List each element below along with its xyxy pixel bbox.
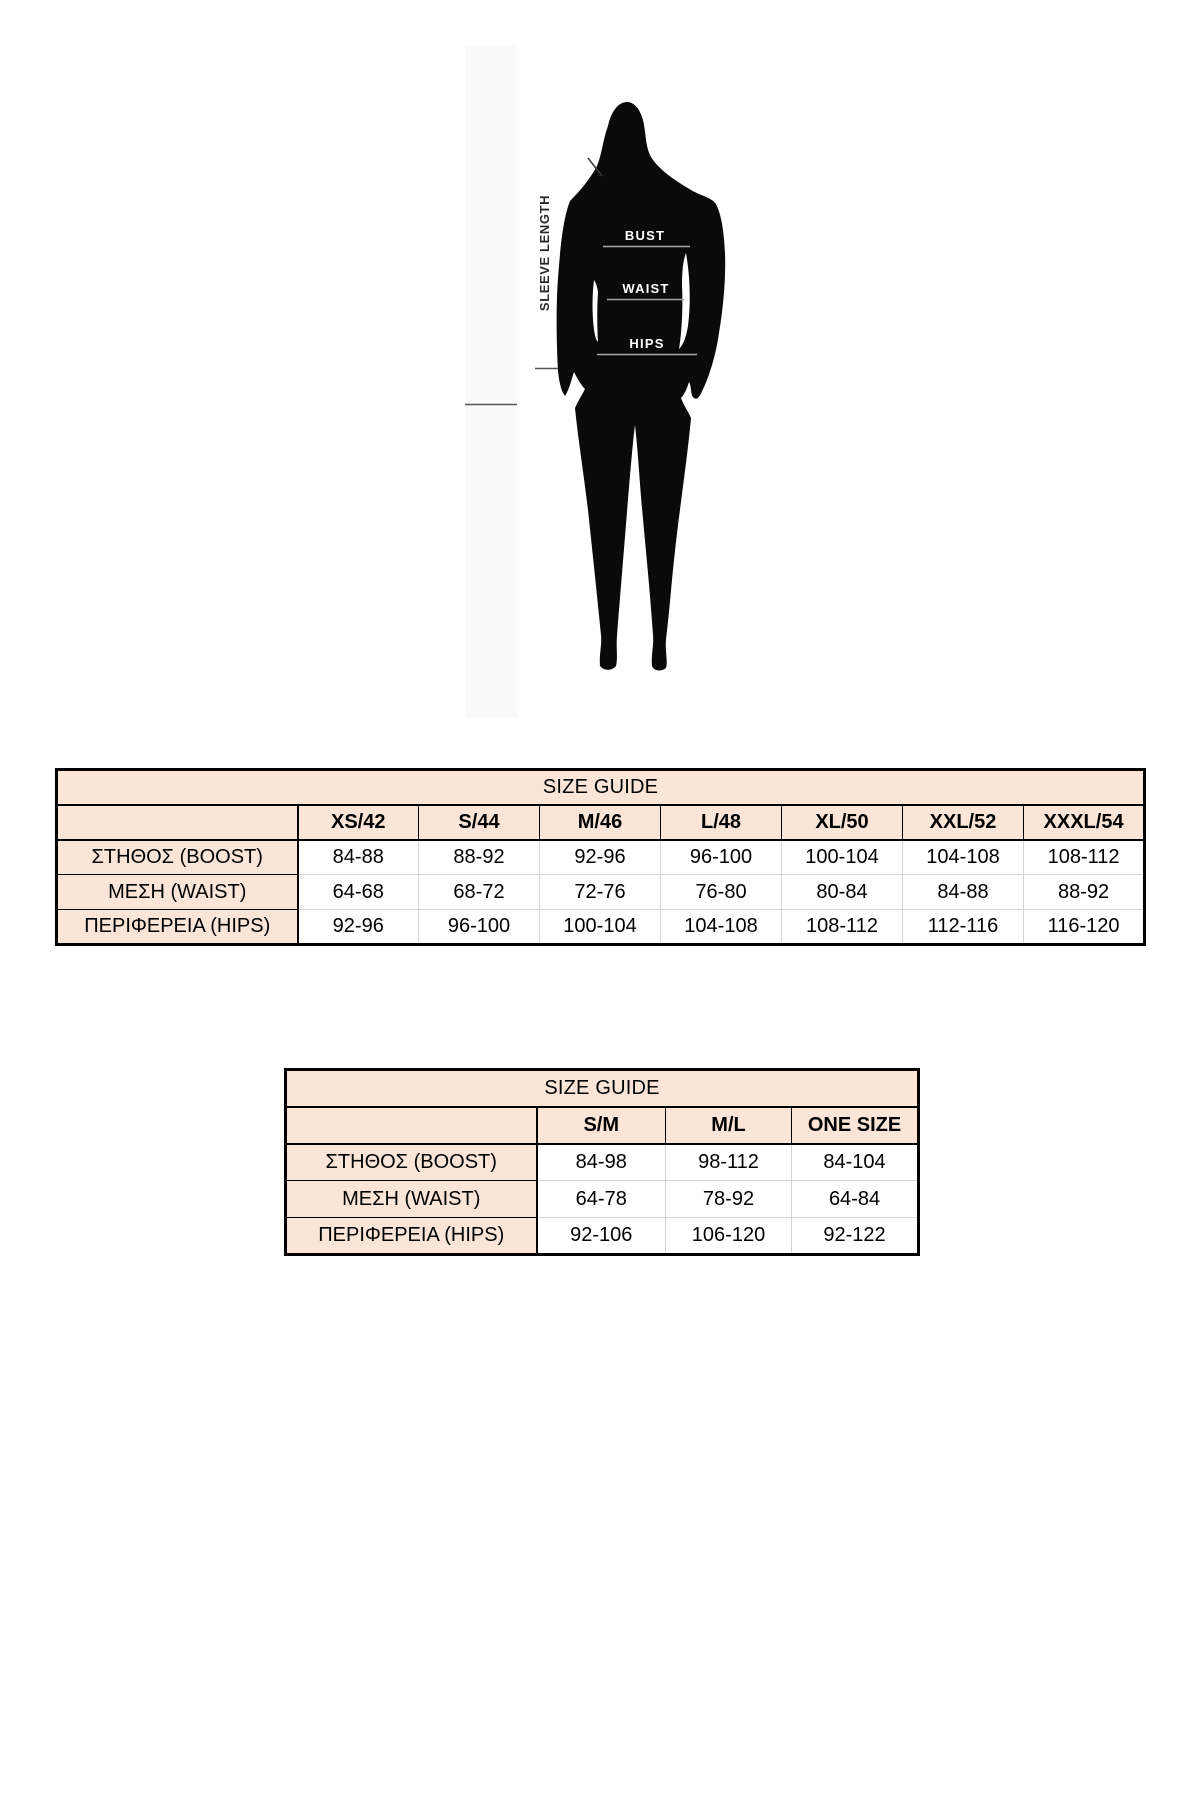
row-label: ΠΕΡΙΦΕΡΕΙΑ (HIPS) <box>286 1218 537 1255</box>
table-row <box>57 910 1145 945</box>
size-value: 108-112 <box>1024 840 1145 875</box>
bust-label: BUST <box>624 228 666 243</box>
size-value: 78-92 <box>666 1181 792 1218</box>
size-value: 72-76 <box>540 875 661 910</box>
size-value: 96-100 <box>661 840 782 875</box>
size-value: 80-84 <box>782 875 903 910</box>
size-value: 92-106 <box>537 1218 666 1255</box>
silhouette-body <box>557 102 726 670</box>
column-header: XXXL/54 <box>1024 805 1145 840</box>
column-header: S/44 <box>419 805 540 840</box>
column-header: M/L <box>666 1107 792 1144</box>
table-header-row <box>57 805 1145 840</box>
size-value: 84-98 <box>537 1144 666 1181</box>
size-guide-table-2 <box>284 1068 920 1256</box>
table-title-row <box>286 1070 919 1107</box>
size-value: 108-112 <box>782 910 903 945</box>
size-guide-table-1 <box>55 768 1146 946</box>
size-value: 88-92 <box>419 840 540 875</box>
table-title: SIZE GUIDE <box>286 1070 919 1107</box>
table-row <box>57 875 1145 910</box>
column-header: M/46 <box>540 805 661 840</box>
size-value: 84-88 <box>903 875 1024 910</box>
size-value: 100-104 <box>782 840 903 875</box>
row-label: ΜΕΣΗ (WAIST) <box>286 1181 537 1218</box>
column-header: XL/50 <box>782 805 903 840</box>
size-value: 92-122 <box>792 1218 919 1255</box>
table-row <box>286 1218 919 1255</box>
size-value: 84-104 <box>792 1144 919 1181</box>
size-value: 100-104 <box>540 910 661 945</box>
size-value: 92-96 <box>298 910 419 945</box>
silhouette-group <box>557 102 726 670</box>
table-row <box>286 1181 919 1218</box>
woman-silhouette-diagram <box>440 90 730 690</box>
size-value: 92-96 <box>540 840 661 875</box>
size-value: 104-108 <box>661 910 782 945</box>
size-value: 68-72 <box>419 875 540 910</box>
sleeve-length-label: SLEEVE LENGTH <box>537 194 552 312</box>
size-value: 106-120 <box>666 1218 792 1255</box>
table-row <box>57 840 1145 875</box>
size-value: 104-108 <box>903 840 1024 875</box>
waist-label: WAIST <box>622 281 670 296</box>
row-label: ΠΕΡΙΦΕΡΕΙΑ (HIPS) <box>57 910 298 945</box>
size-value: 76-80 <box>661 875 782 910</box>
size-value: 64-84 <box>792 1181 919 1218</box>
size-value: 88-92 <box>1024 875 1145 910</box>
table-title-row <box>57 770 1145 805</box>
row-label: ΣΤΗΘΟΣ (BOOST) <box>286 1144 537 1181</box>
table-header-row <box>286 1107 919 1144</box>
table-row <box>286 1144 919 1181</box>
size-value: 96-100 <box>419 910 540 945</box>
column-header: ONE SIZE <box>792 1107 919 1144</box>
size-value: 98-112 <box>666 1144 792 1181</box>
row-label: ΣΤΗΘΟΣ (BOOST) <box>57 840 298 875</box>
size-value: 112-116 <box>903 910 1024 945</box>
size-value: 64-78 <box>537 1181 666 1218</box>
table-title: SIZE GUIDE <box>57 770 1145 805</box>
column-header: XXL/52 <box>903 805 1024 840</box>
column-header: S/M <box>537 1107 666 1144</box>
size-value: 116-120 <box>1024 910 1145 945</box>
column-header: L/48 <box>661 805 782 840</box>
corner-cell <box>286 1107 537 1144</box>
size-value: 84-88 <box>298 840 419 875</box>
corner-cell <box>57 805 298 840</box>
row-label: ΜΕΣΗ (WAIST) <box>57 875 298 910</box>
hips-label: HIPS <box>629 336 665 351</box>
column-header: XS/42 <box>298 805 419 840</box>
size-value: 64-68 <box>298 875 419 910</box>
